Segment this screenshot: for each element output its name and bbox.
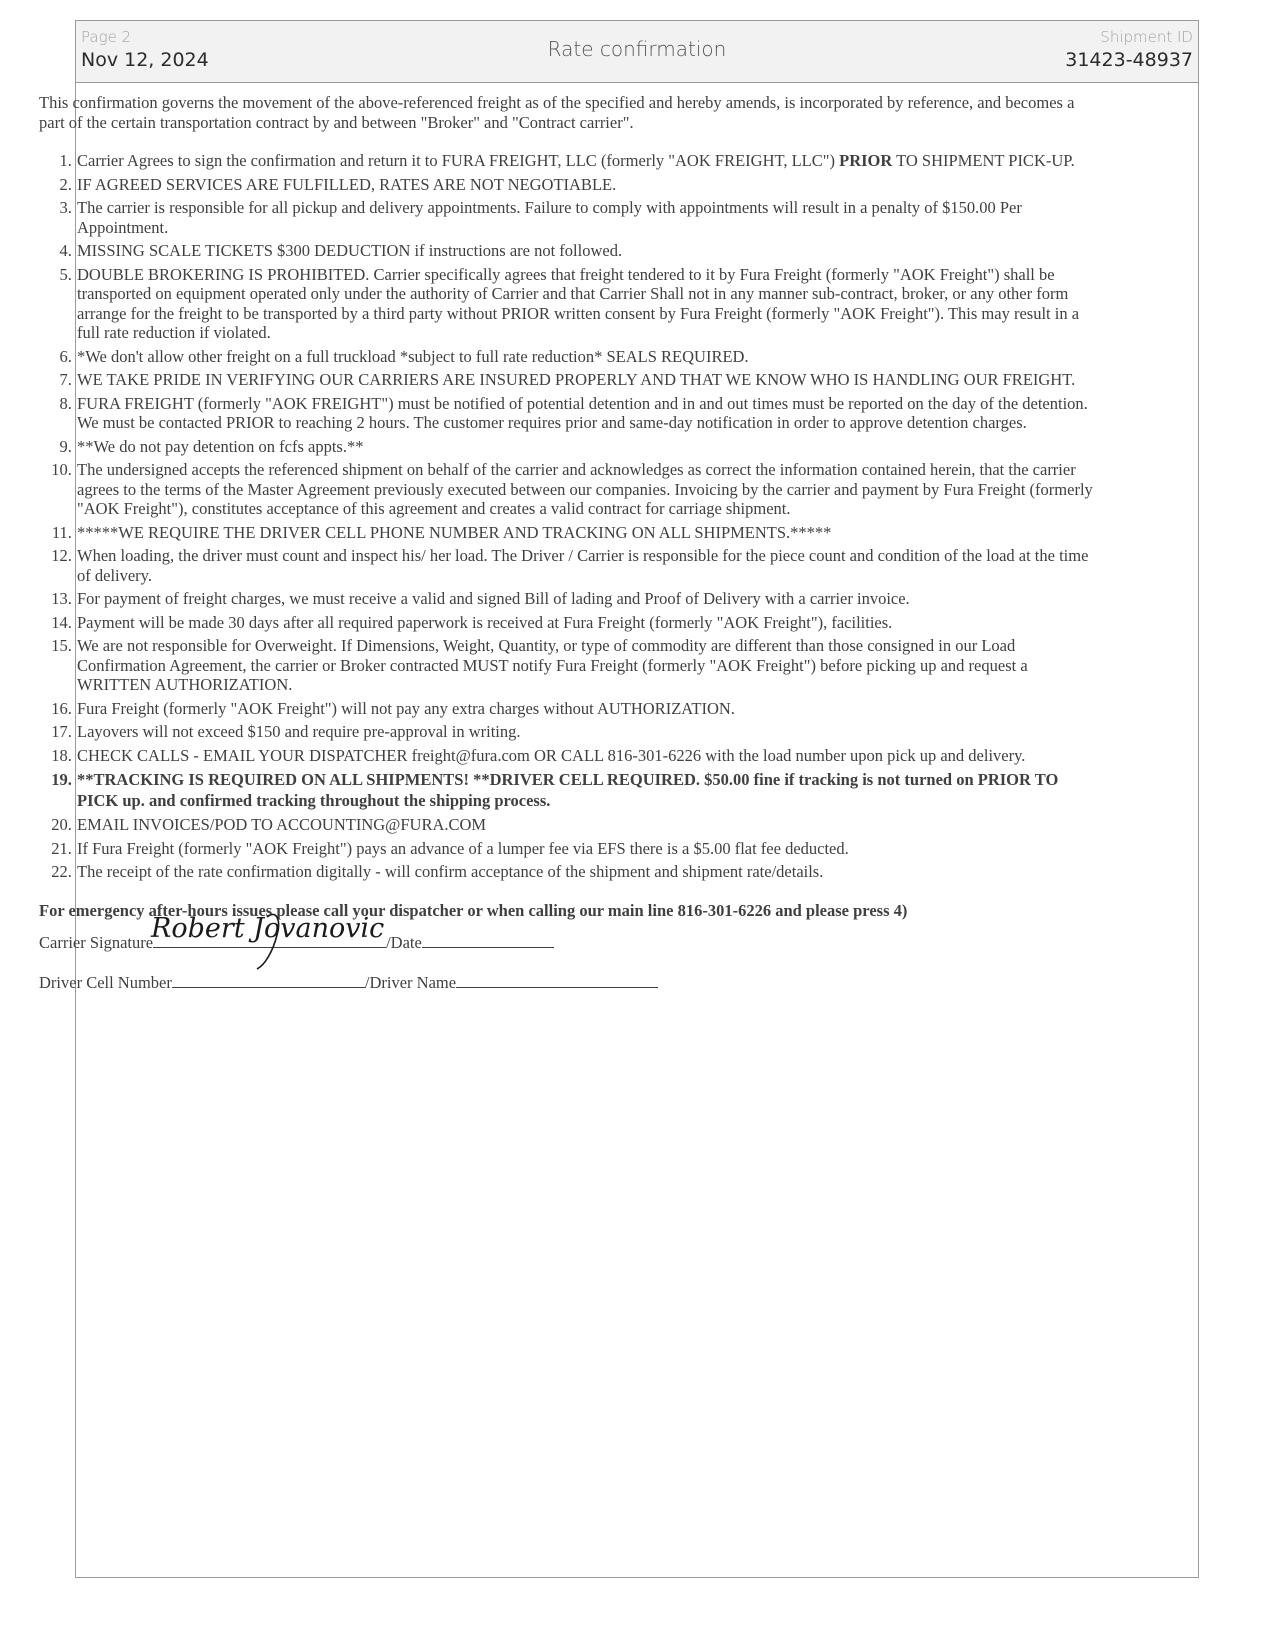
term-item: 3. The carrier is responsible for all pickup and delivery appointments. Failure to comply with appointments will result in a penalty of $150.00 Per Appointment. xyxy=(76,198,1094,237)
carrier-signature-line xyxy=(39,913,1094,957)
term-item: 15. We are not responsible for Overweight. If Dimensions, Weight, Quantity, or type of commodity are different than those consigned in our Load Confirmation Agreement, the carrier or Broker contracted MUST notify Fura Freight (formerly "AOK Freight") before picking up and request a WRITTEN AUTHORIZATION. xyxy=(76,636,1094,695)
term-item: 10. The undersigned accepts the referenced shipment on behalf of the carrier and acknowledges as correct the information contained herein, that the carrier agrees to the terms of the Master Agreement previously executed between our companies. Invoicing by the carrier and payment by Fura Freight (formerly "AOK Freight"), constitutes acceptance of this agreement and creates a valid contract for carriage shipment. xyxy=(76,460,1094,519)
term-emphasis: PRIOR xyxy=(839,151,893,170)
page-number: Page 2 xyxy=(81,28,132,46)
term-item: 13. For payment of freight charges, we must receive a valid and signed Bill of lading and Proof of Delivery with a carrier invoice. xyxy=(76,589,1094,609)
shipment-id: 31423-48937 xyxy=(1065,49,1193,71)
driver-cell-blank[interactable] xyxy=(172,973,365,988)
term-item: 9. **We do not pay detention on fcfs appts.** xyxy=(76,437,1094,457)
term-item: 6. *We don't allow other freight on a full truckload *subject to full rate reduction* SEALS REQUIRED. xyxy=(76,347,1094,367)
term-item: 14. Payment will be made 30 days after all required paperwork is received at Fura Freight (formerly "AOK Freight"), facilities. xyxy=(76,613,1094,633)
header-right xyxy=(1065,28,1193,74)
emergency-notice: For emergency after-hours issues please call your dispatcher or when calling our main line 816-301-6226 and please press 4) xyxy=(39,900,908,920)
term-item: 5. DOUBLE BROKERING IS PROHIBITED. Carrier specifically agrees that freight tendered to it by Fura Freight (formerly "AOK Freight") shall be transported on equipment operated only under the authority of Carrier and that Carrier Shall not in any manner sub-contract, broker, or any other form arrange for the freight to be transported by a third party without PRIOR written consent by Fura Freight (formerly "AOK Freight"). This may result in a full rate reduction if violated. xyxy=(76,265,1094,343)
driver-name-blank[interactable] xyxy=(456,973,658,988)
term-item: 19. **TRACKING IS REQUIRED ON ALL SHIPMENTS! **DRIVER CELL REQUIRED. $50.00 fine if tracking is not turned on PRIOR TO PICK up. and confirmed tracking throughout the shipping process. xyxy=(76,769,1094,811)
term-item xyxy=(76,151,1094,171)
term-text: Carrier Agrees to sign the confirmation and return it to FURA FREIGHT, LLC (formerly "AOK FREIGHT, LLC") xyxy=(77,151,840,170)
carrier-signature-label: Carrier Signature xyxy=(39,933,154,952)
term-item: 12. When loading, the driver must count and inspect his/ her load. The Driver / Carrier is responsible for the piece count and condition of the load at the time of delivery. xyxy=(76,546,1094,585)
term-item: 4. MISSING SCALE TICKETS $300 DEDUCTION if instructions are not followed. xyxy=(76,241,1094,261)
document-body xyxy=(39,93,1094,993)
handwritten-signature xyxy=(149,911,449,973)
term-item: 2. IF AGREED SERVICES ARE FULFILLED, RATES ARE NOT NEGOTIABLE. xyxy=(76,175,1094,195)
terms-list xyxy=(39,151,1094,882)
page-header xyxy=(76,21,1198,83)
document-title: Rate confirmation xyxy=(547,37,727,61)
term-item: 11. *****WE REQUIRE THE DRIVER CELL PHONE NUMBER AND TRACKING ON ALL SHIPMENTS.***** xyxy=(76,523,1094,543)
date-label: /Date xyxy=(386,933,422,952)
driver-info-line xyxy=(39,973,1094,993)
intro-paragraph: This confirmation governs the movement of the above-referenced freight as of the specified and hereby amends, is incorporated by reference, and becomes a part of the certain transportation contract by and between "Broker" and "Contract carrier". xyxy=(39,93,1075,132)
term-item: 8. FURA FREIGHT (formerly "AOK FREIGHT") must be notified of potential detention and in and out times must be reported on the day of the detention. We must be contacted PRIOR to reaching 2 hours. The customer requires prior and same-day notification in order to approve detention charges. xyxy=(76,394,1094,433)
term-item: 16. Fura Freight (formerly "AOK Freight") will not pay any extra charges without AUTHORIZATION. xyxy=(76,699,1094,719)
term-item: 17. Layovers will not exceed $150 and require pre-approval in writing. xyxy=(76,722,1094,742)
term-item: 21. If Fura Freight (formerly "AOK Freight") pays an advance of a lumper fee via EFS there is a $5.00 flat fee deducted. xyxy=(76,839,1094,859)
term-item: 20. EMAIL INVOICES/POD TO ACCOUNTING@FURA.COM xyxy=(76,815,1094,835)
term-text: TO SHIPMENT PICK-UP. xyxy=(892,151,1075,170)
term-item: 18. CHECK CALLS - EMAIL YOUR DISPATCHER freight@fura.com OR CALL 816-301-6226 with the load number upon pick up and delivery. xyxy=(76,746,1094,766)
signature-script: Robert Jovanovic xyxy=(151,913,385,944)
term-item: 22. The receipt of the rate confirmation digitally - will confirm acceptance of the shipment and shipment rate/details. xyxy=(76,862,1094,882)
driver-cell-label: Driver Cell Number xyxy=(39,973,172,992)
shipment-id-label: Shipment ID xyxy=(1100,28,1193,46)
document-date: Nov 12, 2024 xyxy=(81,49,209,71)
driver-name-label: /Driver Name xyxy=(364,973,457,992)
term-item: 7. WE TAKE PRIDE IN VERIFYING OUR CARRIERS ARE INSURED PROPERLY AND THAT WE KNOW WHO IS HANDLING OUR FREIGHT. xyxy=(76,370,1094,390)
